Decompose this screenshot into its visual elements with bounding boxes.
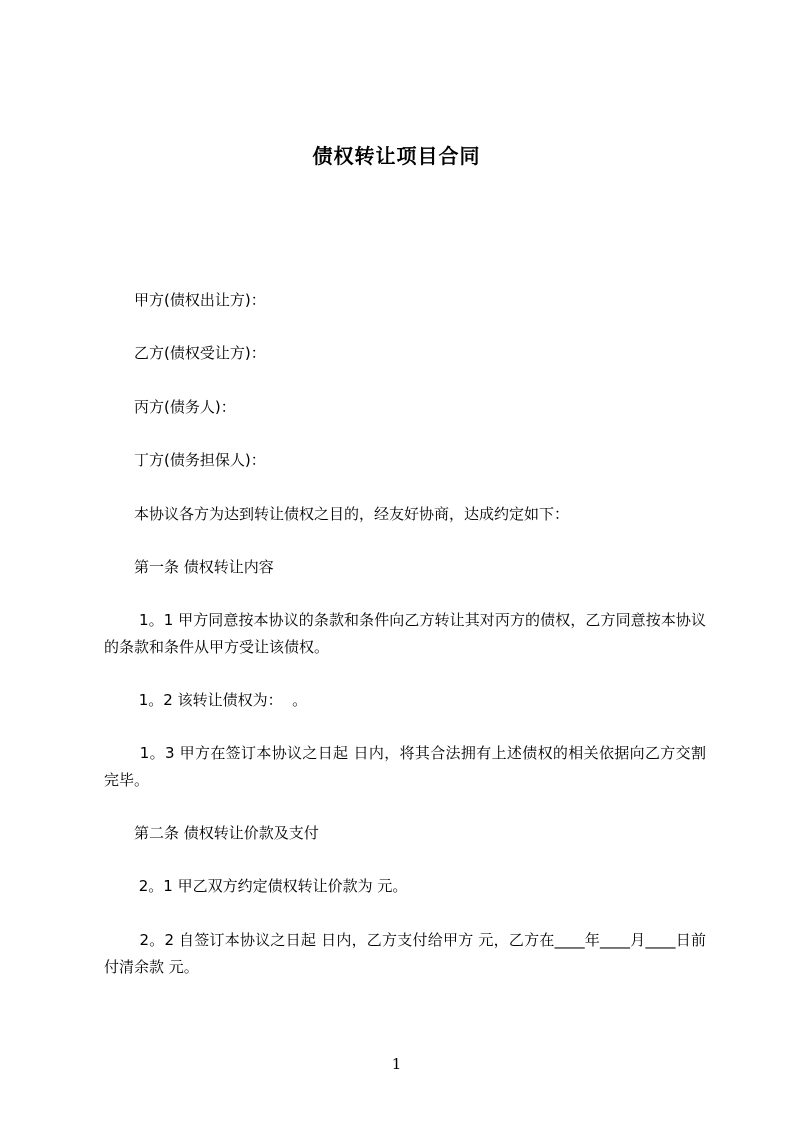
heading-article-1: 第一条 债权转让内容	[104, 558, 274, 576]
paragraph-clause-1-1: 1。1 甲方同意按本协议的条款和条件向乙方转让其对丙方的债权，乙方同意按本协议的条款和条件从甲方受让该债权。	[104, 611, 706, 656]
paragraph-party-a: 甲方(债权出让方)：	[104, 291, 266, 309]
paragraph-clause-2-2: 2。2 自签订本协议之日起 日内，乙方支付给甲方 元，乙方在____年____月____日前付清余款 元。	[104, 931, 706, 976]
paragraph-party-d: 丁方(债务担保人)：	[104, 451, 266, 469]
paragraph-party-b: 乙方(债权受让方)：	[104, 344, 266, 362]
paragraph-clause-1-2: 1。2 该转让债权为： 。	[104, 691, 308, 709]
paragraph-preamble: 本协议各方为达到转让债权之目的，经友好协商，达成约定如下：	[104, 505, 570, 523]
paragraph-clause-2-1: 2。1 甲乙双方约定债权转让价款为 元。	[104, 877, 408, 895]
paragraph-clause-1-3: 1。3 甲方在签订本协议之日起 日内，将其合法拥有上述债权的相关依据向乙方交割完毕。	[104, 744, 706, 789]
heading-article-2: 第二条 债权转让价款及支付	[104, 824, 319, 842]
document-title: 债权转让项目合同	[312, 144, 481, 168]
paragraph-party-c: 丙方(债务人)：	[104, 398, 236, 416]
page-number: 1	[391, 1055, 402, 1073]
